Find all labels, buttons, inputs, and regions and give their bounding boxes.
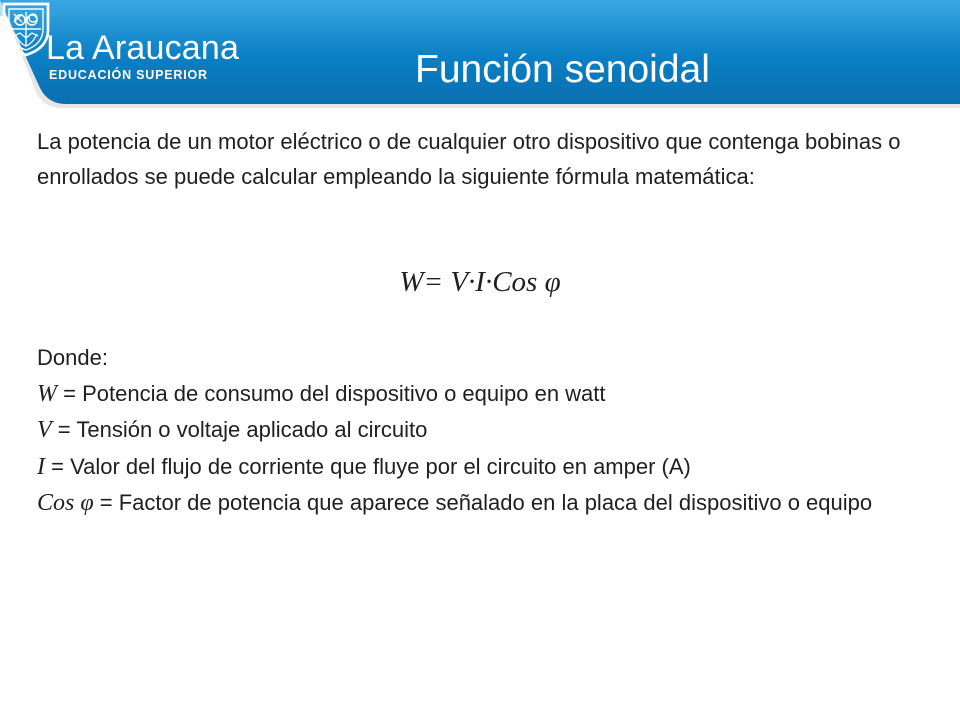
definition-v	[37, 412, 937, 449]
definition-cos-phi	[37, 485, 897, 522]
symbol-cos-phi: Cos φ	[37, 490, 94, 516]
slide-title: Función senoidal	[415, 48, 710, 91]
definition-text: = Potencia de consumo del dispositivo o equipo en watt	[57, 380, 606, 406]
definition-text: = Valor del flujo de corriente que fluye por el circuito en amper (A)	[45, 453, 691, 479]
definitions-list	[37, 340, 937, 522]
definition-w	[37, 376, 937, 413]
university-shield-icon	[0, 0, 52, 58]
power-formula: W= V·I·Cos φ	[399, 266, 561, 298]
definition-text: = Tensión o voltaje aplicado al circuito	[51, 417, 428, 442]
symbol-w: W	[37, 380, 57, 407]
symbol-i: I	[37, 453, 45, 480]
definition-text: = Factor de potencia que aparece señalado en la placa del dispositivo o equipo	[93, 490, 873, 515]
brand-name: La Araucana	[46, 29, 240, 67]
slide-header	[0, 0, 960, 118]
intro-paragraph: La potencia de un motor eléctrico o de cualquier otro dispositivo que contenga bobinas o enrollados se puede calcular empleando la siguiente fórmula matemática:	[37, 129, 901, 189]
symbol-v: V	[37, 417, 52, 443]
where-label: Donde:	[37, 345, 108, 370]
brand-subtitle: EDUCACIÓN SUPERIOR	[49, 68, 208, 82]
definition-i	[37, 449, 937, 486]
